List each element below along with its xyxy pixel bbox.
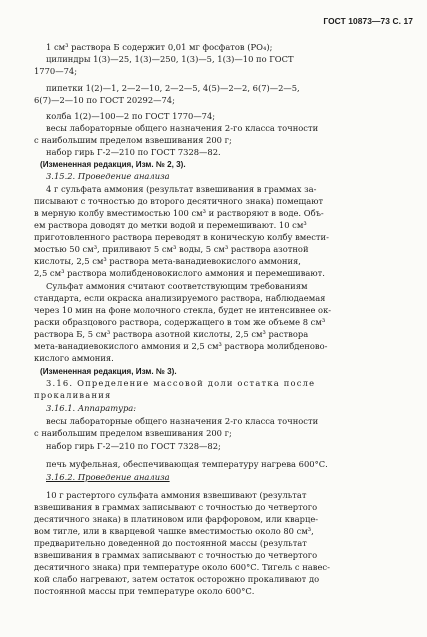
text-line: взвешивания в граммах записывают с точностью до четвертого xyxy=(34,502,318,512)
text-line: взвешивания в граммах записывают с точностью до четвертого xyxy=(34,550,318,560)
text-line: стандарта, если окраска анализируемого раствора, наблюдаемая xyxy=(34,293,326,303)
text-line: мостью 50 см³, приливают 5 см³ воды, 5 см³ раствора азотной xyxy=(34,244,309,254)
text-line: раствора Б, 5 см³ раствора азотной кислоты, 2,5 см³ раствора xyxy=(34,329,309,339)
text-line: Сульфат аммония считают соответствующим требованиям xyxy=(46,281,308,291)
text-line: 1 см³ раствора Б содержит 0,01 мг фосфатов (PO₄); xyxy=(46,42,273,52)
text-line: предварительно доведенной до постоянной массы (результат xyxy=(34,538,307,548)
text-line: цилиндры 1(3)—25, 1(3)—250, 1(3)—5, 1(3)—10 по ГОСТ xyxy=(46,54,294,64)
text-line: кислоты, 2,5 см³ раствора мета-ванадиевокислого аммония, xyxy=(34,256,301,266)
page-header: ГОСТ 10873—73 С. 17 xyxy=(323,16,413,26)
text-line: печь муфельная, обеспечивающая температуру нагрева 600°С. xyxy=(46,459,328,469)
text-line: весы лабораторные общего назначения 2-го класса точности xyxy=(46,123,319,133)
text-line: весы лабораторные общего назначения 2-го класса точности xyxy=(46,416,319,426)
text-line: 2,5 см³ раствора молибденовокислого аммония и перемешивают. xyxy=(34,268,325,278)
text-line: набор гирь Г-2—210 по ГОСТ 7328—82; xyxy=(46,441,221,451)
text-line: в мерную колбу вместимостью 100 см³ и растворяют в воде. Объ- xyxy=(34,208,324,218)
text-line: мета-ванадиевокислого аммония и 2,5 см³ раствора молибденово- xyxy=(34,341,328,351)
text-line: через 10 мин на фоне молочного стекла, будет не интенсивнее ок- xyxy=(34,305,332,315)
text-line: приготовленного раствора переводят в коническую колбу вмести- xyxy=(34,232,329,242)
text-line: постоянной массы при температуре около 600°С. xyxy=(34,586,255,596)
text-line: с наибольшим пределом взвешивания 200 г; xyxy=(34,135,232,145)
text-line: десятичного знака) при температуре около 600°С. Тигель с навес- xyxy=(34,562,330,572)
section-heading: 3.15.2. Проведение анализа xyxy=(46,171,170,181)
text-line: 1770—74; xyxy=(34,66,78,76)
text-line: пипетки 1(2)—1, 2—2—10, 2—2—5, 4(5)—2—2, 6(7)—2—5, xyxy=(46,83,300,93)
subsection-heading: 3.16.2. Проведение анализа xyxy=(46,472,170,482)
text-line: ем раствора доводят до метки водой и перемешивают. 10 см³ xyxy=(34,220,307,230)
subsection-heading: 3.16.1. Аппаратура: xyxy=(46,403,137,413)
section-heading: прокаливания xyxy=(34,390,112,400)
text-line: 10 г растертого сульфата аммония взвешивают (результат xyxy=(46,490,307,500)
text-line: раски образцового раствора, содержащего в том же объеме 8 см³ xyxy=(34,317,326,327)
text-line: десятичного знака) в платиновом или фарфоровом, или кварце- xyxy=(34,514,319,524)
text-line: колба 1(2)—100—2 по ГОСТ 1770—74; xyxy=(46,111,216,121)
amendment-note: (Измененная редакция, Изм. № 3). xyxy=(40,367,177,376)
text-line: с наибольшим пределом взвешивания 200 г; xyxy=(34,428,232,438)
text-line: кой слабо нагревают, затем остаток осторожно прокаливают до xyxy=(34,574,320,584)
text-line: кислого аммония. xyxy=(34,353,114,363)
amendment-note: (Измененная редакция, Изм. № 2, 3). xyxy=(40,160,186,169)
text-line: писывают с точностью до второго десятичного знака) помещают xyxy=(34,196,324,206)
text-line: вом тигле, или в кварцевой чашке вместимостью около 80 см³, xyxy=(34,526,314,536)
text-line: набор гирь Г-2—210 по ГОСТ 7328—82. xyxy=(46,147,221,157)
text-line: 4 г сульфата аммония (результат взвешивания в граммах за- xyxy=(46,184,317,194)
text-line: 6(7)—2—10 по ГОСТ 20292—74; xyxy=(34,95,175,105)
section-heading: 3.16. Определение массовой доли остатка после xyxy=(46,378,316,388)
